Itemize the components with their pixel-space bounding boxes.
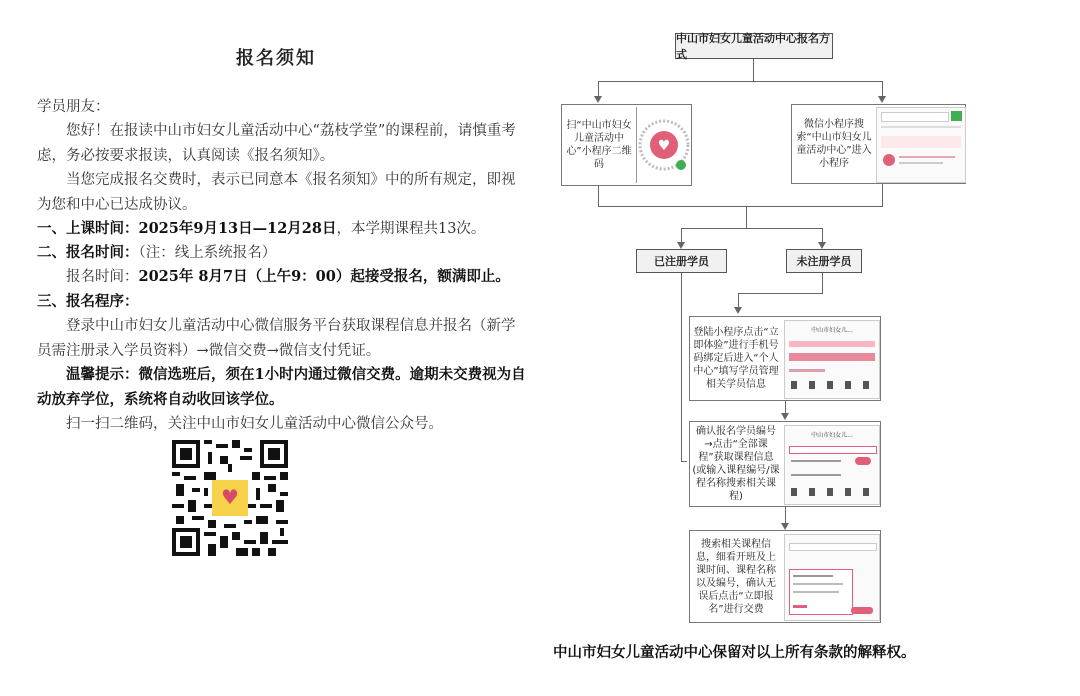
agreement-paragraph: 当您完成报名交费时，表示已同意本《报名须知》中的所有规定，即视为您和中心已达成协议。 bbox=[37, 172, 516, 213]
logo-icon bbox=[883, 154, 895, 166]
connector bbox=[738, 293, 823, 294]
signup-time-value: 2025年 8月7日（上午9：00）起接受报名，额满即止。 bbox=[138, 268, 510, 285]
tab-row bbox=[881, 126, 961, 128]
enroll-search-bar bbox=[789, 543, 877, 551]
connector bbox=[882, 184, 883, 206]
unregistered-box: 未注册学员 bbox=[786, 249, 862, 273]
step-course-box bbox=[689, 421, 881, 507]
hint-line bbox=[789, 369, 825, 372]
page-title: 报名须知 bbox=[236, 48, 316, 69]
connector bbox=[882, 81, 883, 97]
method-search-text: 微信小程序搜索“中山市妇女儿童活动中心”进入小程序 bbox=[796, 119, 872, 169]
section-label: 二、报名时间： bbox=[37, 244, 139, 261]
course-line bbox=[793, 583, 843, 585]
enroll-screenshot bbox=[784, 534, 880, 621]
register-screenshot bbox=[784, 320, 880, 399]
connector bbox=[681, 228, 682, 243]
footer-disclaimer: 中山市妇女儿童活动中心保留对以上所有条款的解释权。 bbox=[553, 645, 916, 661]
connector bbox=[738, 293, 739, 308]
arrow-down-icon bbox=[781, 413, 789, 420]
student-line bbox=[791, 460, 841, 462]
connector bbox=[681, 461, 687, 462]
experience-button bbox=[789, 353, 875, 361]
student-line bbox=[791, 474, 841, 476]
scan-instruction: 扫一扫二维码，关注中山市妇女儿童活动中心微信公众号。 bbox=[66, 416, 443, 432]
section-procedure: 三、报名程序： bbox=[37, 293, 139, 310]
arrow-down-icon bbox=[677, 242, 685, 249]
section-label: 一、上课时间： bbox=[37, 220, 139, 237]
connector bbox=[598, 186, 599, 206]
nav-icons bbox=[791, 381, 873, 389]
result-item bbox=[881, 136, 961, 148]
price bbox=[793, 605, 807, 608]
section-class-time bbox=[37, 217, 527, 242]
result-line bbox=[899, 162, 943, 164]
mini-program-code bbox=[636, 107, 691, 183]
signup-time-prefix: 报名时间： bbox=[66, 269, 139, 285]
method-scan-text: 扫“中山市妇女儿童活动中心”小程序二维码 bbox=[566, 120, 632, 170]
wechat-qr-code bbox=[172, 440, 288, 556]
course-line bbox=[793, 591, 839, 593]
arrow-down-icon bbox=[594, 96, 602, 103]
mini-program-code-icon bbox=[637, 107, 691, 183]
search-button bbox=[951, 111, 962, 121]
step-register-box bbox=[689, 316, 881, 401]
course-line bbox=[793, 575, 833, 577]
mini-app-title: 中山市妇女儿... bbox=[811, 432, 853, 439]
connector bbox=[822, 273, 823, 293]
signup-time-line bbox=[37, 265, 527, 290]
connector bbox=[746, 206, 747, 228]
connector bbox=[598, 81, 883, 82]
section-signup-time bbox=[37, 241, 527, 266]
step-register-text: 登陆小程序点击“立即体验”进行手机号码绑定后进入“个人中心”填写学员管理相关学员信息 bbox=[693, 327, 779, 390]
flow-header: 中山市妇女儿童活动中心报名方式 bbox=[675, 33, 833, 59]
method-scan-box bbox=[561, 104, 692, 186]
search-bar bbox=[881, 112, 949, 122]
greeting: 学员朋友： bbox=[37, 99, 110, 115]
connector bbox=[681, 273, 682, 461]
connector bbox=[598, 81, 599, 97]
connector bbox=[598, 206, 883, 207]
result-line bbox=[899, 156, 955, 158]
step-course-text: 确认报名学员编号→点击“全部课程”获取课程信息(或输入课程编号/课程名称搜索相关课程) bbox=[692, 426, 780, 502]
connector bbox=[753, 59, 754, 81]
procedure-text: 登录中山市妇女儿童活动中心微信服务平台获取课程信息并报名（新学员需注册录入学员资料）→微信交费→微信支付凭证。 bbox=[37, 318, 516, 359]
step-enroll-box bbox=[689, 530, 881, 623]
arrow-down-icon bbox=[878, 96, 886, 103]
svg-text:♥: ♥ bbox=[221, 485, 239, 509]
intro-paragraph: 您好！在报读中山市妇女儿童活动中心“荔枝学堂”的课程前，请慎重考虑，务必按要求报读，认真阅读《报名须知》。 bbox=[37, 123, 516, 164]
mini-app-title: 中山市妇女儿... bbox=[811, 327, 853, 334]
course-screenshot bbox=[784, 425, 880, 505]
course-search-bar bbox=[789, 446, 877, 454]
connector bbox=[785, 507, 786, 524]
warm-tip: 温馨提示：微信选班后，须在1小时内通过微信交费。逾期未交费视为自动放弃学位，系统将自动收回该学位。 bbox=[37, 366, 526, 408]
class-count: ，本学期课程共13次。 bbox=[336, 221, 486, 237]
signup-note: （注：线上系统报名） bbox=[138, 245, 277, 261]
registered-box: 已注册学员 bbox=[636, 249, 727, 273]
connector bbox=[822, 228, 823, 243]
svg-text:♥: ♥ bbox=[657, 138, 671, 154]
search-screenshot bbox=[876, 107, 966, 183]
arrow-down-icon bbox=[818, 242, 826, 249]
method-search-box bbox=[791, 104, 966, 184]
connector bbox=[681, 228, 823, 229]
class-dates: 2025年9月13日—12月28日 bbox=[138, 220, 337, 237]
arrow-down-icon bbox=[734, 307, 742, 314]
arrow-down-icon bbox=[781, 523, 789, 530]
step-enroll-text: 搜索相关课程信息，细看开班及上课时间、课程名称以及编号，确认无误后点击“立即报名”进行交费 bbox=[696, 538, 776, 615]
toggle bbox=[855, 457, 871, 465]
enroll-button bbox=[851, 607, 873, 614]
nav-icons bbox=[791, 488, 873, 496]
banner bbox=[789, 341, 875, 347]
